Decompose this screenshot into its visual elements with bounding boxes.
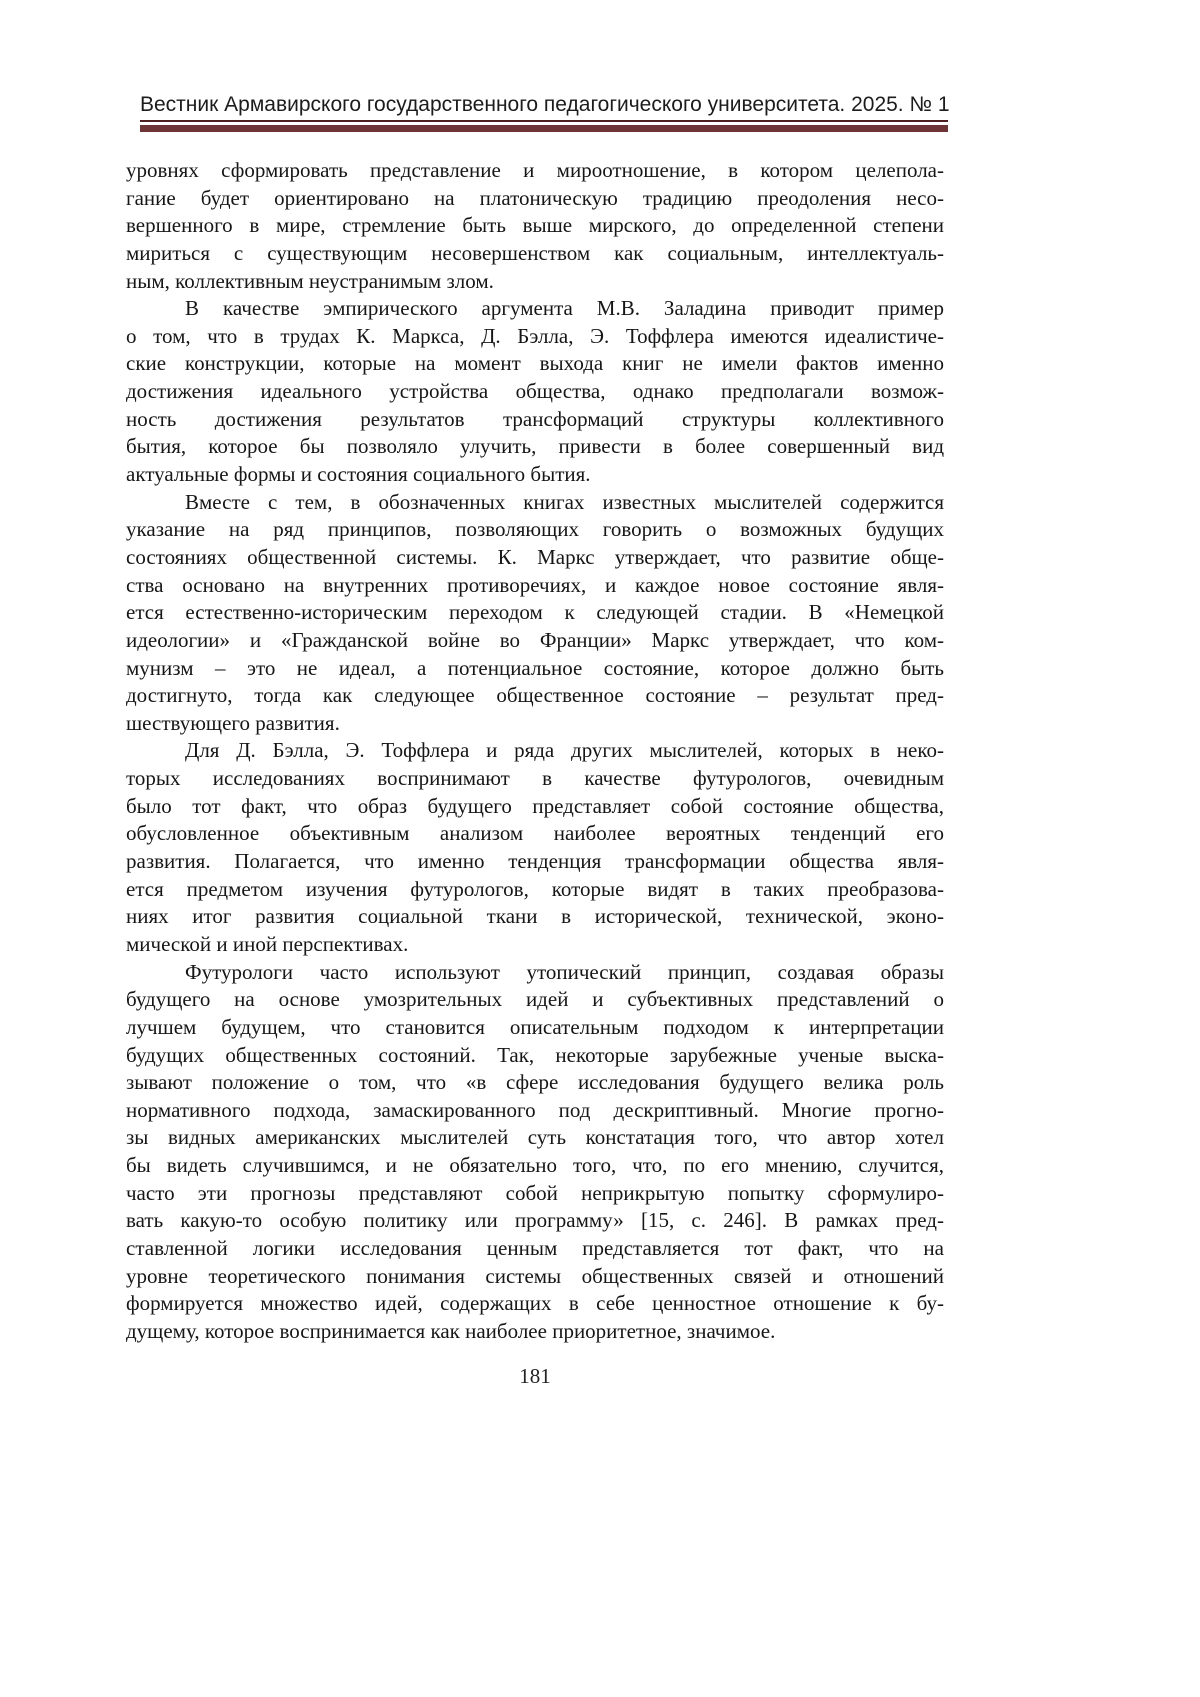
text-line: зывают положение о том, что «в сфере исследования будущего велика роль [126, 1070, 944, 1095]
text-line: Вместе с тем, в обозначенных книгах известных мыслителей содержится [185, 489, 944, 514]
text-line: Футурологи часто используют утопический принцип, создавая образы [185, 959, 944, 984]
text-line: бытия, которое бы позволяло улучить, привести в более совершенный вид [126, 434, 944, 459]
text-line: торых исследованиях воспринимают в качестве футурологов, очевидным [126, 766, 944, 791]
text-line: будущих общественных состояний. Так, некоторые зарубежные ученые выска- [126, 1042, 944, 1067]
text-line: идеологии» и «Гражданской войне во Франции» Маркс утверждает, что ком- [126, 627, 944, 652]
page-number: 181 [519, 1364, 551, 1388]
text-line: ется предметом изучения футурологов, которые видят в таких преобразова- [126, 876, 944, 901]
text-line: ность достижения результатов трансформаций структуры коллективного [126, 406, 944, 431]
header-rule-thick [140, 125, 948, 132]
text-line: ниях итог развития социальной ткани в исторической, технической, эконо- [126, 904, 944, 929]
text-line: ставленной логики исследования ценным представляется тот факт, что на [126, 1235, 944, 1260]
text-line: обусловленное объективным анализом наиболее вероятных тенденций его [126, 821, 944, 846]
text-line: шествующего развития. [126, 710, 340, 735]
text-line: мириться с существующим несовершенством как социальным, интеллектуаль- [126, 240, 944, 265]
article-body-text [126, 157, 944, 1346]
text-line: часто эти прогнозы представляют собой неприкрытую попытку сформулиро- [126, 1180, 944, 1205]
text-line: актуальные формы и состояния социального бытия. [126, 462, 591, 487]
text-line: уровне теоретического понимания системы общественных связей и отношений [126, 1263, 944, 1288]
text-line: ские конструкции, которые на момент выхода книг не имели фактов именно [126, 351, 944, 376]
text-line: ется естественно-историческим переходом к следующей стадии. В «Немецкой [126, 600, 944, 625]
text-line: формируется множество идей, содержащих в себе ценностное отношение к бу- [126, 1291, 944, 1316]
text-line: уровнях сформировать представление и мироотношение, в котором целепола- [126, 158, 944, 182]
text-line: будущего на основе умозрительных идей и субъективных представлений о [126, 987, 944, 1012]
text-line: В качестве эмпирического аргумента М.В. Заладина приводит пример [185, 296, 944, 321]
text-line: мической и иной перспективах. [126, 931, 409, 956]
text-line: вершенного в мире, стремление быть выше мирского, до определенной степени [126, 213, 944, 238]
text-line: развития. Полагается, что именно тенденция трансформации общества явля- [126, 849, 944, 874]
header-rule-thin [140, 120, 948, 122]
text-line: состояниях общественной системы. К. Маркс утверждает, что развитие обще- [126, 544, 944, 569]
running-head: Вестник Армавирского государственного педагогического университета. 2025. № 1 [140, 93, 950, 116]
text-line: мунизм – это не идеал, а потенциальное состояние, которое должно быть [126, 655, 944, 680]
text-line: зы видных американских мыслителей суть констатация того, что автор хотел [126, 1125, 944, 1150]
text-line: достижения идеального устройства общества, однако предполагали возмож- [126, 379, 944, 404]
text-line: указание на ряд принципов, позволяющих говорить о возможных будущих [126, 517, 944, 542]
text-line: нормативного подхода, замаскированного под дескриптивный. Многие прогно- [126, 1097, 944, 1122]
text-line: было тот факт, что образ будущего представляет собой состояние общества, [126, 793, 944, 818]
text-line: ным, коллективным неустранимым злом. [126, 268, 494, 293]
text-line: вать какую-то особую политику или программу» [15, с. 246]. В рамках пред- [126, 1208, 944, 1233]
text-line: гание будет ориентировано на платоническую традицию преодоления несо- [126, 185, 944, 210]
text-line: дущему, которое воспринимается как наиболее приоритетное, значимое. [126, 1318, 776, 1343]
text-line: бы видеть случившимся, и не обязательно того, что, по его мнению, случится, [126, 1153, 944, 1178]
text-line: лучшем будущем, что становится описательным подходом к интерпретации [126, 1014, 944, 1039]
text-line: ства основано на внутренних противоречиях, и каждое новое состояние явля- [126, 572, 944, 597]
text-line: Для Д. Бэлла, Э. Тоффлера и ряда других мыслителей, которых в неко- [185, 738, 944, 763]
text-line: достигнуто, тогда как следующее общественное состояние – результат пред- [126, 683, 944, 708]
text-line: о том, что в трудах К. Маркса, Д. Бэлла, Э. Тоффлера имеются идеалистиче- [126, 323, 944, 348]
